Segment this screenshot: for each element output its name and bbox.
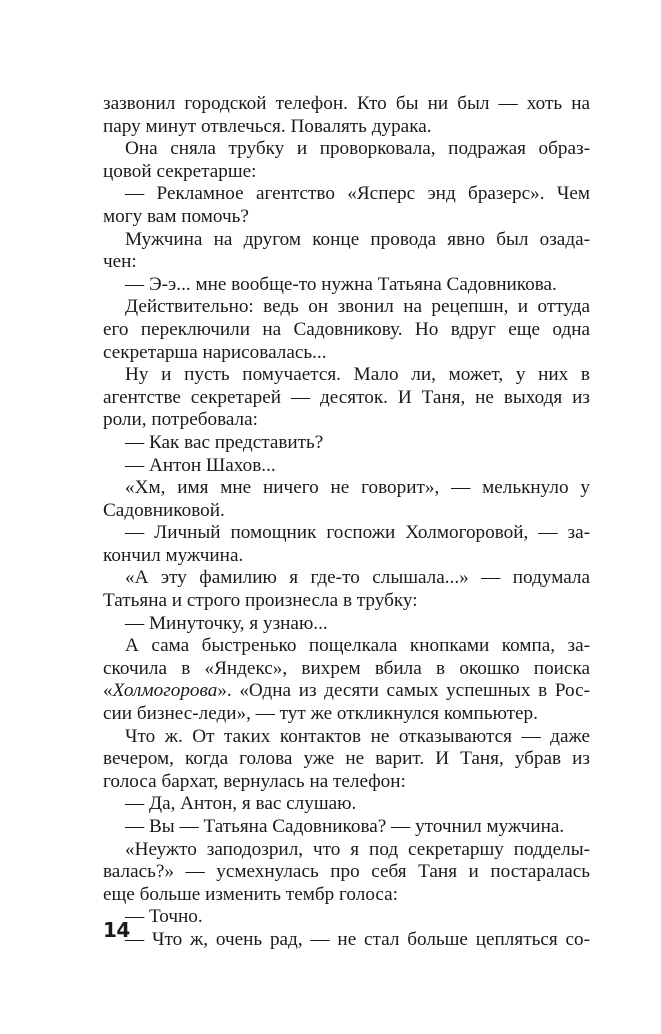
text-line: — Да, Антон, я вас слушаю.	[125, 793, 357, 815]
text-line: пару минут отвлечься. Повалять дурака.	[103, 115, 432, 137]
page-number: 14	[103, 918, 130, 942]
text-line: «А эту фамилию я где-то слышала...» — подумала	[125, 567, 590, 589]
text-line: — Э-э... мне вообще-то нужна Татьяна Садовникова.	[125, 273, 557, 295]
text-line: Мужчина на другом конце провода явно был озада-	[125, 228, 590, 250]
text-line: — Вы — Татьяна Садовникова? — уточнил мужчина.	[125, 816, 565, 837]
text-line: цовой секретарше:	[103, 160, 257, 182]
text-line: голоса бархат, вернулась на телефон:	[103, 770, 406, 792]
text-line: — Точно.	[125, 906, 203, 928]
text-line: Татьяна и строго произнесла в трубку:	[103, 590, 418, 612]
text-line: Что ж. От таких контактов не отказываются — даже	[125, 725, 590, 747]
quote-open: «	[103, 680, 113, 702]
text-line: валась?» — усмехнулась про себя Таня и постаралась	[103, 861, 590, 883]
text-line	[103, 680, 590, 703]
text-line: «Неужто заподозрил, что я под секретаршу подделы-	[125, 838, 590, 860]
text-line: — Рекламное агентство «Ясперс энд бразерс». Чем	[125, 183, 590, 205]
text-line: агентстве секретарей — десяток. И Таня, не выходя из	[103, 386, 590, 408]
text-line: — Что ж, очень рад, — не стал больше цепляться со-	[125, 928, 590, 950]
text-line: роли, потребовала:	[103, 409, 258, 431]
body-text	[103, 93, 590, 952]
text-line: его переключили на Садовникову. Но вдруг еще одна	[103, 318, 590, 340]
text-line: «Хм, имя мне ничего не говорит», — мелькнуло у	[125, 477, 590, 499]
text-line: чен:	[103, 251, 137, 273]
search-query-italic: Холмогорова	[112, 680, 218, 702]
text-line: — Личный помощник госпожи Холмогоровой, — за-	[125, 522, 590, 544]
text-line: Ну и пусть помучается. Мало ли, может, у них в	[125, 364, 590, 386]
text-line: еще больше изменить тембр голоса:	[103, 883, 398, 905]
text-line: сии бизнес-леди», — тут же откликнулся компьютер.	[103, 703, 538, 725]
text-line: — Как вас представить?	[125, 431, 324, 453]
text-line: кончил мужчина.	[103, 544, 244, 566]
text-line: могу вам помочь?	[103, 205, 249, 227]
text-line: секретарша нарисовалась...	[103, 341, 327, 363]
text-line: — Антон Шахов...	[125, 454, 276, 476]
quote-rest: ». «Одна из десяти самых успешных в Рос-	[217, 680, 590, 702]
text-line: Она сняла трубку и проворковала, подражая образ-	[125, 138, 590, 160]
text-line: А сама быстренько пощелкала кнопками компа, за-	[125, 635, 590, 657]
text-line: Садовниковой.	[103, 499, 225, 521]
text-line: вечером, когда голова уже не варит. И Таня, убрав из	[103, 748, 590, 770]
text-line: зазвонил городской телефон. Кто бы ни был — хоть на	[103, 93, 590, 114]
text-line: — Минуточку, я узнаю...	[125, 612, 328, 634]
text-line: Действительно: ведь он звонил на рецепшн, и оттуда	[125, 296, 590, 318]
text-line: скочила в «Яндекс», вихрем вбила в окошко поиска	[103, 657, 590, 679]
